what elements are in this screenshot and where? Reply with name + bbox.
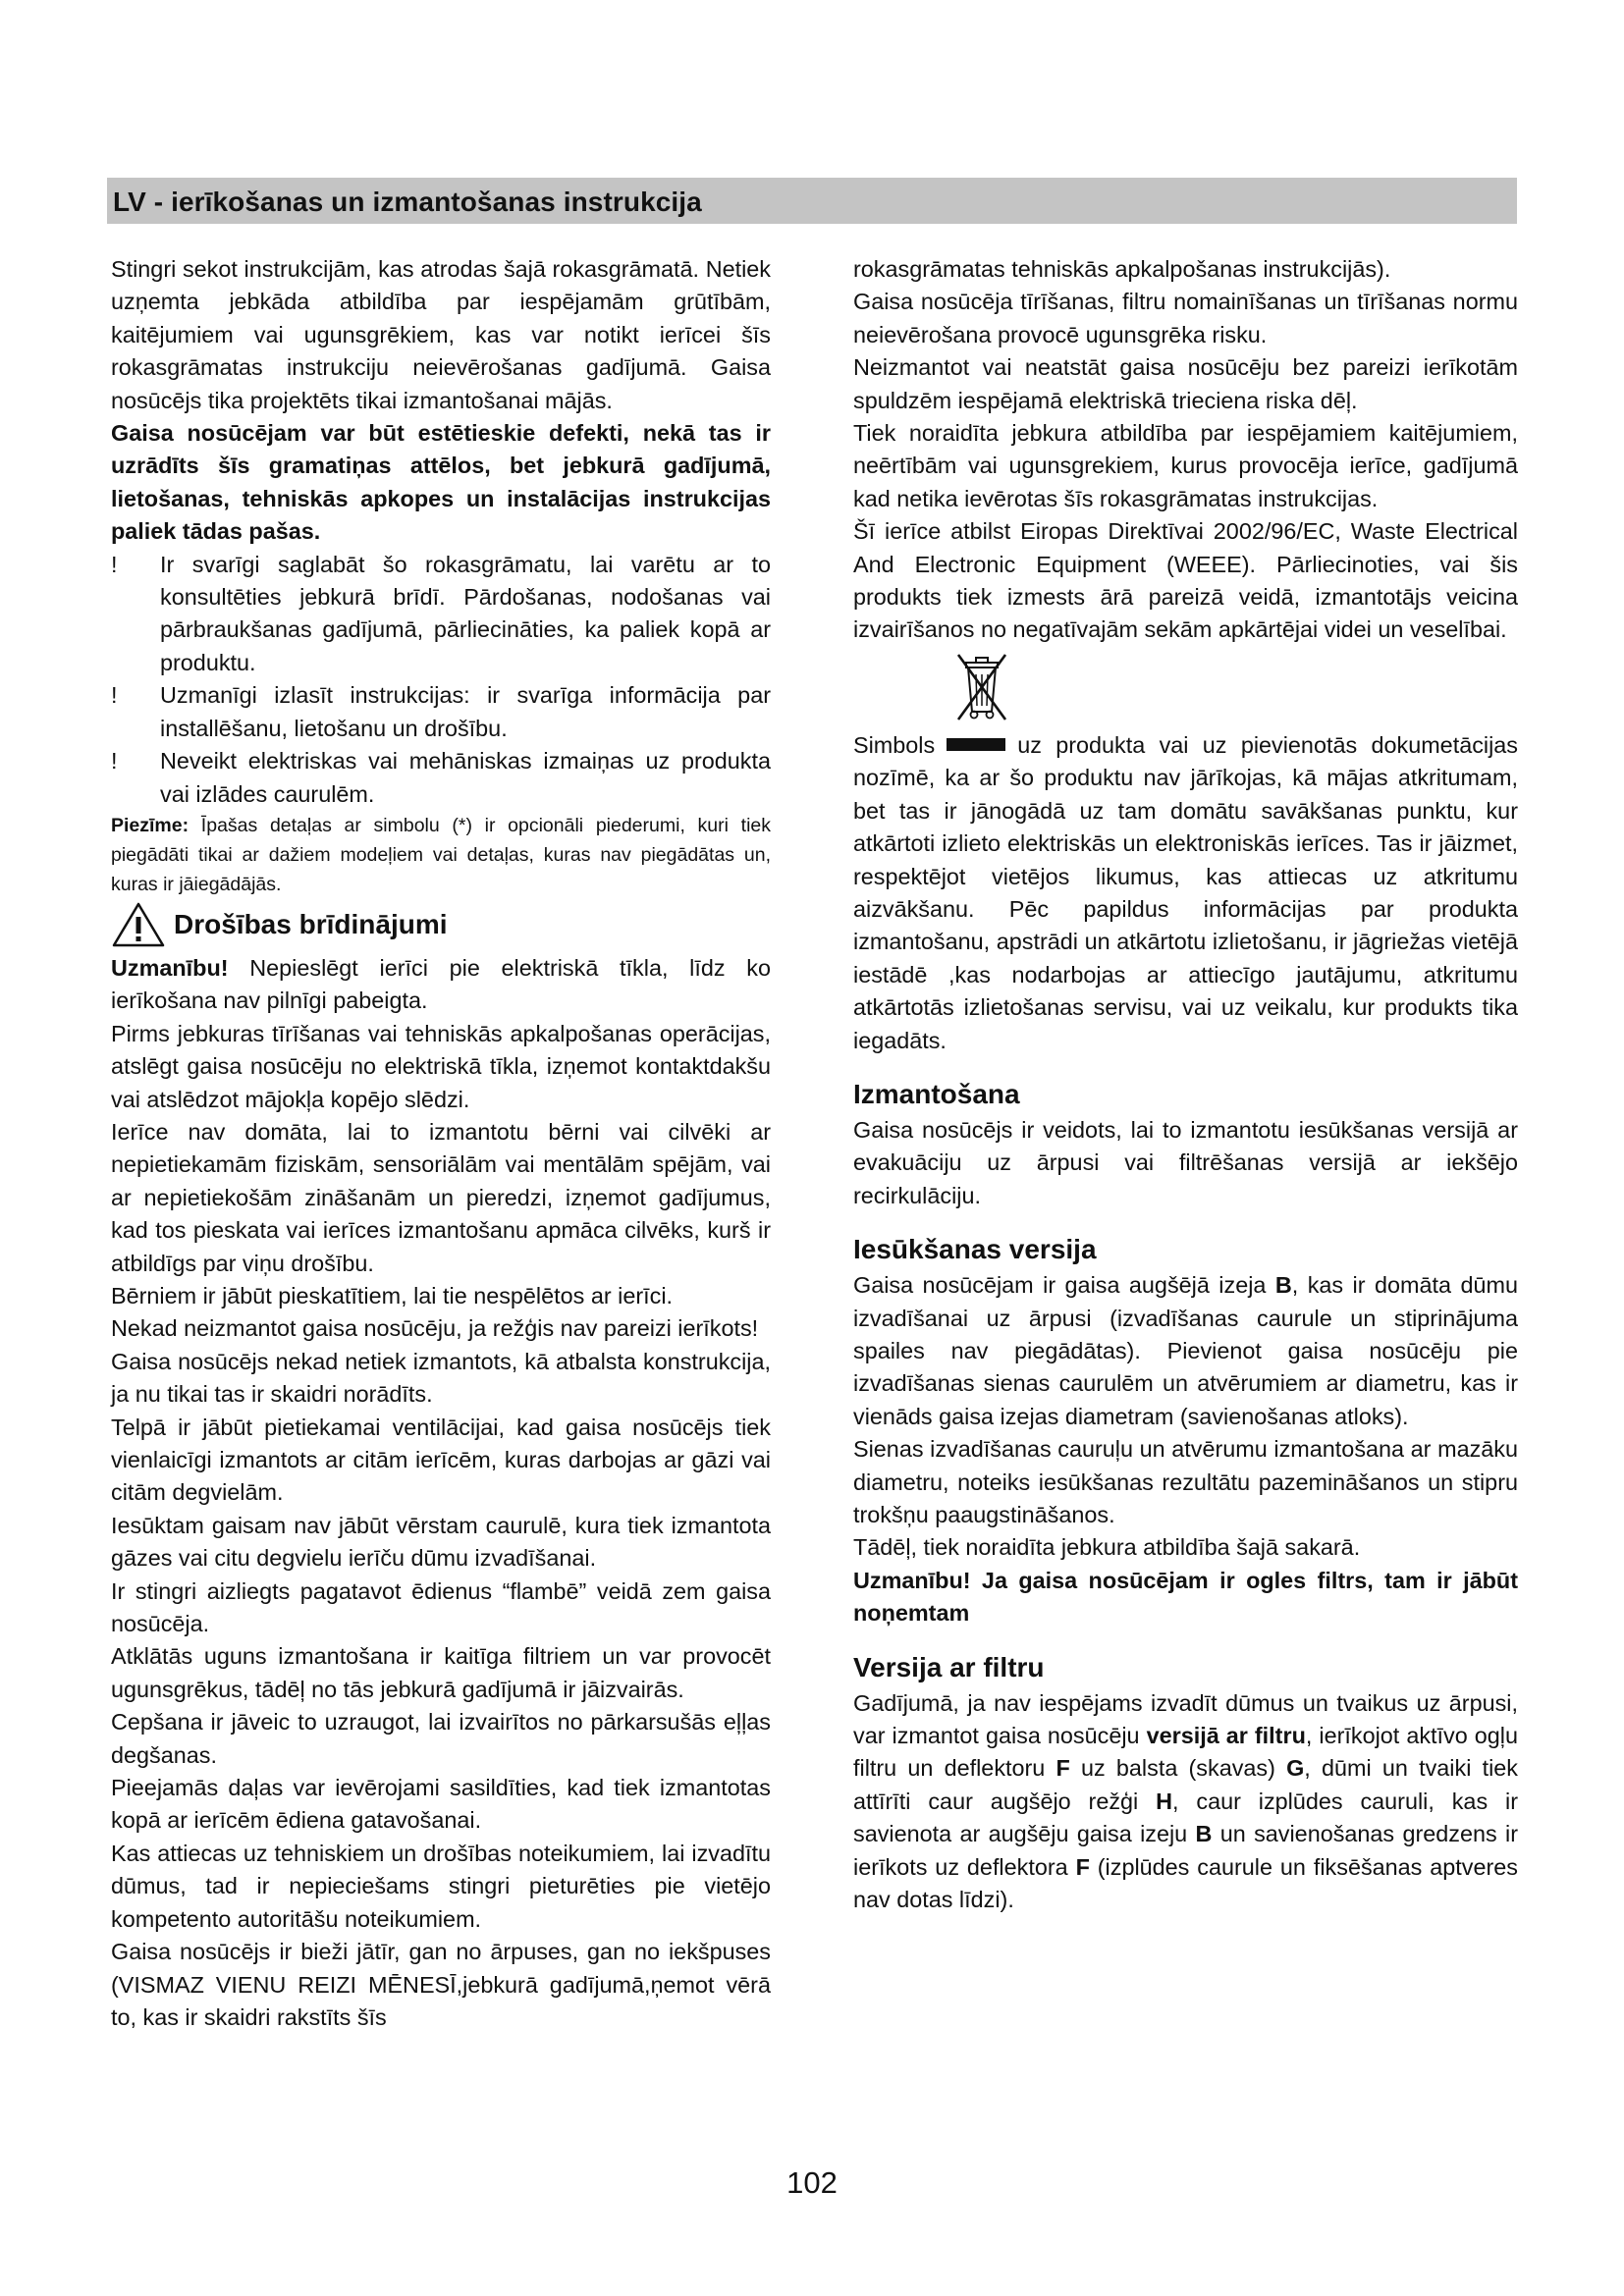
- filter-paragraph: [853, 1687, 1518, 1917]
- usage-paragraph: Gaisa nosūcējs ir veidots, lai to izmantotu iesūkšanas versijā ar evakuāciju uz ārpusi vai filtrēšanas versijā ar iekšējo recirkulāciju.: [853, 1116, 1518, 1208]
- left-column: [111, 253, 771, 2034]
- filter-ref-g: G: [1286, 1755, 1305, 1782]
- warning-paragraph: Cepšana ir jāveic to uzraugot, lai izvairītos no pārkarsušās eļļas degšanas.: [111, 1709, 771, 1768]
- filter-bold: versijā ar filtru: [1146, 1723, 1306, 1749]
- bullet-text: Uzmanīgi izlasīt instrukcijas: ir svarīga informācija par installēšanu, lietošanu un drošību.: [160, 682, 771, 741]
- note-paragraph: [111, 811, 771, 899]
- bullet-item: [111, 679, 771, 745]
- bullet-mark: !: [111, 682, 118, 709]
- warning-paragraph: [111, 952, 771, 1018]
- warning-paragraph: Atklātās uguns izmantošana ir kaitīga filtriem un var provocēt ugunsgrēkus, tādēļ no tās jebkurā gadījumā ir jāizvairās.: [111, 1643, 771, 1702]
- bullet-mark: !: [111, 748, 118, 774]
- filter-text: , dūmi un tvaiki tiek attīrīti caur augšējo režģi: [853, 1755, 1518, 1814]
- crossed-bin-icon: [952, 649, 1011, 727]
- warning-paragraph: Pieejamās daļas var ievērojami sasildīties, kad tiek izmantotas kopā ar ierīcēm ēdiena gatavošanai.: [111, 1775, 771, 1834]
- filter-ref-f: F: [1075, 1853, 1090, 1880]
- bullet-item: [111, 549, 771, 680]
- suction-text-c: , kas ir domāta dūmu izvadīšanai uz ārpusi (izvadīšanas caurule un stiprinājuma spailes nav piegādātas). Pievienot gaisa nosūcēju pie izvadīšanas sienas caurulēm un atvērumiem ar diametru, kas ir vienāds gaisa izejas diametram (savienošanas atloks).: [853, 1272, 1518, 1429]
- suction-paragraph-2: Sienas izvadīšanas cauruļu un atvērumu izmantošana ar mazāku diametru, noteiks iesūkšanas rezultātu pazemināšanos un stipru trokšņu paaugstināšanos.: [853, 1436, 1518, 1527]
- filter-ref-f: F: [1056, 1755, 1070, 1782]
- filter-text: Gadījumā, ja nav iespējams izvadīt dūmus un tvaikus uz ārpusi, var izmantot gaisa nosūcēju: [853, 1689, 1518, 1749]
- filter-heading: Versija ar filtru: [853, 1651, 1045, 1682]
- warning-paragraph: Gaisa nosūcējs ir bieži jātīr, gan no ārpuses, gan no iekšpuses (VISMAZ VIENU REIZI MĒNESĪ,jebkurā gadījumā,ņemot vērā to, kas ir skaidri rakstīts šīs: [111, 1939, 771, 2030]
- paragraph: Gaisa nosūcēja tīrīšanas, filtru nomainīšanas un tīrīšanas normu neievērošana provocē ugunsgrēka risku.: [853, 289, 1518, 347]
- symbols-paragraph: [853, 729, 1518, 1057]
- filter-text: un savienošanas gredzens ir ierīkots uz deflektora: [853, 1821, 1518, 1880]
- warning-paragraph: Iesūktam gaisam nav jābūt vērstam caurulē, kura tiek izmantota gāzes vai citu degvielu ierīču dūmu izvadīšanai.: [111, 1512, 771, 1572]
- note-label: Piezīme:: [111, 814, 189, 836]
- symbols-lead: Simbols: [853, 731, 936, 758]
- warning-paragraph: Nekad neizmantot gaisa nosūcēju, ja režģis nav pareizi ierīkots!: [111, 1315, 759, 1342]
- warning-triangle-icon: [111, 901, 166, 948]
- warning-paragraph: Kas attiecas uz tehniskiem un drošības noteikumiem, lai izvadītu dūmus, tad ir nepieciešams stingri pieturēties pie vietējo kompetento autoritāšu noteikumiem.: [111, 1840, 771, 1932]
- paragraph: Neizmantot vai neatstāt gaisa nosūcēju bez pareizi ierīkotām spuldzēm iespējamā elektriskā trieciena riska dēļ.: [853, 354, 1518, 413]
- suction-text-a: Gaisa nosūcējam ir gaisa augšējā izeja: [853, 1272, 1275, 1299]
- warning-paragraph: Telpā ir jābūt pietiekamai ventilācijai, kad gaisa nosūcējs tiek vienlaicīgi izmantots ar citām ierīcēm, kuras darbojas ar gāzi vai citām degvielām.: [111, 1414, 771, 1506]
- warnings-heading-text: Drošības brīdinājumi: [174, 908, 448, 939]
- warning-paragraph: Ir stingri aizliegts pagatavot ēdienus “flambē” veidā zem gaisa nosūcēja.: [111, 1577, 771, 1637]
- weee-symbol: [853, 647, 1518, 729]
- filter-text: , caur izplūdes cauruli, kas ir savienota ar augšēju gaisa izeju: [853, 1788, 1518, 1847]
- filter-text: , ierīkojot aktīvo ogļu filtru un deflektoru: [853, 1723, 1518, 1782]
- usage-heading: Izmantošana: [853, 1078, 1020, 1109]
- filter-text: (izplūdes caurule un fiksēšanas aptveres nav dotas līdzi).: [853, 1853, 1518, 1913]
- warning-paragraph: Gaisa nosūcējs nekad netiek izmantots, kā atbalsta konstrukcija, ja nu tikai tas ir skaidri norādīts.: [111, 1348, 771, 1408]
- warning-paragraph: Pirms jebkuras tīrīšanas vai tehniskās apkalpošanas operācijas, atslēgt gaisa nosūcēju no elektriskā tīkla, izņemot kontaktdakšu vai atslēdzot mājokļa kopējo slēdzi.: [111, 1020, 771, 1112]
- filter-text: uz balsta (skavas): [1069, 1755, 1287, 1782]
- suction-ref-b: B: [1274, 1272, 1292, 1299]
- weee-paragraph: Šī ierīce atbilst Eiropas Direktīvai 2002/96/EC, Waste Electrical And Electronic Equipment (WEEE). Pārliecinoties, vai šis produkts tiek izmests ārā pareizā veidā, izmantotājs veicina izvairīšanos no negatīvajām sekām apkārtējai videi un veselībai.: [853, 518, 1518, 643]
- suction-paragraph-3: Tādēļ, tiek noraidīta jebkura atbildība šajā sakarā.: [853, 1534, 1361, 1561]
- suction-paragraph: [853, 1269, 1518, 1433]
- warnings-heading: [111, 899, 771, 950]
- paragraph: rokasgrāmatas tehniskās apkalpošanas instrukcijās).: [853, 256, 1391, 282]
- warning-paragraph: Bērniem ir jābūt pieskatītiem, lai tie nespēlētos ar ierīci.: [111, 1282, 674, 1308]
- bullet-mark: !: [111, 551, 118, 577]
- intro-paragraph: Stingri sekot instrukcijām, kas atrodas šajā rokasgrāmatā. Netiek uzņemta jebkāda atbildība par iespējamām grūtībām, kaitējumiem vai ugunsgrēkiem, kas var notikt ierīcei šīs rokasgrāmatas instrukciju neievērošanas gadījumā. Gaisa nosūcējs tika projektēts tikai izmantošanai mājās.: [111, 256, 771, 413]
- paragraph: Tiek noraidīta jebkura atbildība par iespējamiem kaitējumiem, neērtībām vai ugunsgrekiem, kurus provocēja ierīce, gadījumā kad netika ievērotas šīs rokasgrāmatas instrukcijas.: [853, 420, 1518, 511]
- warning-lead: Uzmanību!: [111, 954, 229, 981]
- bold-notice: Gaisa nosūcējam var būt estētieskie defekti, nekā tas ir uzrādīts šīs gramatiņas attēlos, bet jebkurā gadījumā, lietošanas, tehniskās apkopes un instalācijas instrukcijas paliek tādas pašas.: [111, 420, 771, 545]
- note-text: Īpašas detaļas ar simbolu (*) ir opcionāli piederumi, kuri tiek piegādāti tikai ar dažiem modeļiem vai detaļas, kuras nav piegādātas un, kuras ir jāiegādājās.: [111, 814, 771, 895]
- bullet-item: [111, 745, 771, 811]
- filter-ref-b: B: [1195, 1821, 1213, 1847]
- black-bar-symbol: [947, 738, 1005, 751]
- symbols-text: uz produkta vai uz pievienotās dokumetācijas nozīmē, ka ar šo produktu nav jārīkojas, kā mājas atkritumam, bet tas ir jānogādā uz tam domātu savākšanas punktu, kur atkārtoti izlieto elektriskās un elektroniskās ierīces. Tas ir jāizmet, respektējot vietējos likumus, kas attiecas uz atkritumu aizvākšanu. Pēc papildus informācijas par produkta izmantošanu, apstrādi un atkārtotu izlietošanu, ir jāgriežas vietējā iestādē ,kas nodarbojas ar attiecīgo jautājumu, atkritumu atkārtotās izlietošanas servisu, vai uz veikalu, kur produkts tika iegadāts.: [853, 731, 1518, 1053]
- bullet-text: Neveikt elektriskas vai mehāniskas izmaiņas uz produkta vai izlādes caurulēm.: [160, 748, 771, 807]
- warning-paragraph: Ierīce nav domāta, lai to izmantotu bērni vai cilvēki ar nepietiekamām fiziskām, sensoriālām vai mentālām spējām, vai ar nepietiekošām zināšanām un pieredzi, izņemot gadījumus, kad tos pieskata vai ierīces izmantošanu apmāca cilvēks, kurš ir atbildīgs par viņu drošību.: [111, 1118, 771, 1276]
- suction-heading: Iesūkšanas versija: [853, 1234, 1097, 1265]
- header-bar: [107, 178, 1517, 224]
- suction-bold-warning: Uzmanību! Ja gaisa nosūcējam ir ogles filtrs, tam ir jābūt noņemtam: [853, 1567, 1518, 1627]
- filter-ref-h: H: [1156, 1788, 1173, 1814]
- warning-text: Nepieslēgt ierīci pie elektriskā tīkla, līdz ko ierīkošana nav pilnīgi pabeigta.: [111, 954, 771, 1014]
- page-number: 102: [786, 2165, 838, 2200]
- page-title: LV - ierīkošanas un izmantošanas instrukcija: [113, 187, 702, 217]
- right-column: [853, 253, 1518, 1916]
- bullet-text: Ir svarīgi saglabāt šo rokasgrāmatu, lai varētu ar to konsultēties jebkurā brīdī. Pārdošanas, nodošanas vai pārbraukšanas gadījumā, pārliecināties, ka paliek kopā ar produktu.: [160, 551, 771, 675]
